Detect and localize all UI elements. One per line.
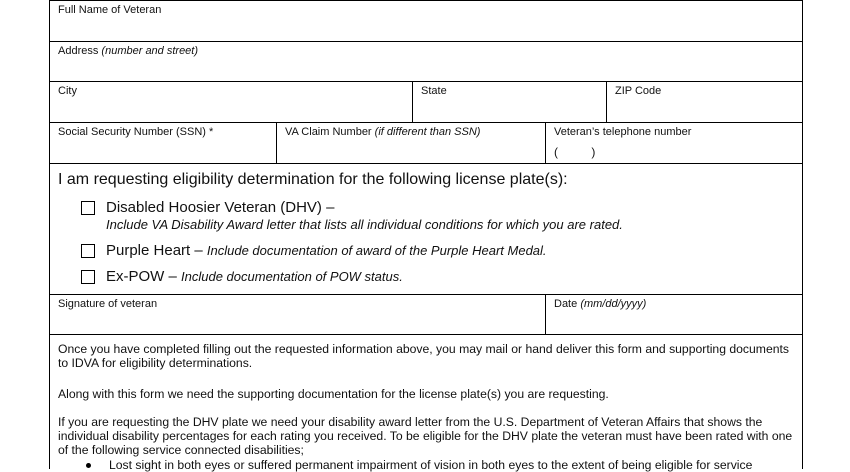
date-hint: (mm/dd/yyyy) — [580, 298, 647, 310]
ex-pow-option-title: Ex-POW – — [106, 268, 177, 285]
ssn-claim-phone-row — [50, 123, 802, 164]
dhv-option-note: Include VA Disability Award letter that lists all individual conditions for which you are rated. — [106, 217, 623, 232]
dhv-option-title: Disabled Hoosier Veteran (DHV) – — [106, 199, 335, 216]
city-field[interactable] — [50, 82, 412, 122]
address-label: Address (number and street) — [58, 45, 199, 57]
signature-label: Signature of veteran — [58, 298, 158, 310]
phone-label: Veteran’s telephone number — [554, 126, 692, 138]
purple-heart-option-label — [106, 242, 547, 259]
state-label: State — [421, 85, 447, 97]
full-name-field[interactable] — [50, 1, 802, 41]
ssn-label: Social Security Number (SSN) * — [58, 126, 214, 138]
dhv-checkbox[interactable] — [81, 201, 95, 215]
ex-pow-option-label — [106, 268, 403, 285]
instructions-paragraph-1: Once you have completed filling out the requested information above, you may mail or hand deliver this form and supporting documents to IDVA for eligibility determinations. — [58, 342, 789, 370]
va-claim-field[interactable] — [276, 123, 545, 163]
va-claim-label: VA Claim Number (if different than SSN) — [285, 126, 481, 138]
veteran-form — [49, 0, 803, 472]
instructions-paragraph-3: If you are requesting the DHV plate we need your disability award letter from the U.S. Department of Veteran Affairs that shows the individual disability percentages for each rating you received. To be eligible for the DHV plate the veteran must have been rated with one of the following service connected disabilities; — [58, 415, 793, 457]
instructions-bullet-1: Lost sight in both eyes or suffered permanent impairment of vision in both eyes to the extent of being eligible for service — [86, 458, 752, 472]
ex-pow-checkbox[interactable] — [81, 270, 95, 284]
instructions-paragraph-2: Along with this form we need the supporting documentation for the license plate(s) you are requesting. — [58, 387, 609, 401]
plate-selection-heading: I am requesting eligibility determination for the following license plate(s): — [58, 171, 568, 188]
ex-pow-option-note: Include documentation of POW status. — [181, 269, 403, 284]
va-claim-hint: (if different than SSN) — [374, 126, 481, 138]
city-state-zip-row — [50, 82, 802, 123]
full-name-label: Full Name of Veteran — [58, 4, 162, 16]
ssn-field[interactable] — [50, 123, 276, 163]
zip-label: ZIP Code — [615, 85, 662, 97]
signature-field[interactable] — [50, 295, 545, 334]
phone-field[interactable] — [545, 123, 802, 163]
address-row — [50, 42, 802, 82]
plate-selection-section — [50, 164, 802, 295]
full-name-row — [50, 0, 802, 42]
address-hint: (number and street) — [101, 45, 199, 57]
bullet-icon — [86, 463, 91, 468]
purple-heart-checkbox[interactable] — [81, 244, 95, 258]
address-field[interactable] — [50, 42, 802, 81]
signature-date-row — [50, 295, 802, 335]
purple-heart-option-note: Include documentation of award of the Purple Heart Medal. — [206, 243, 547, 258]
purple-heart-option-title: Purple Heart – — [106, 242, 203, 259]
instructions-section — [50, 335, 802, 472]
city-label: City — [58, 85, 77, 97]
zip-field[interactable] — [606, 82, 802, 122]
date-label: Date (mm/dd/yyyy) — [554, 298, 647, 310]
state-field[interactable] — [412, 82, 606, 122]
phone-area-code: ( ) — [554, 145, 596, 159]
date-field[interactable] — [545, 295, 802, 334]
